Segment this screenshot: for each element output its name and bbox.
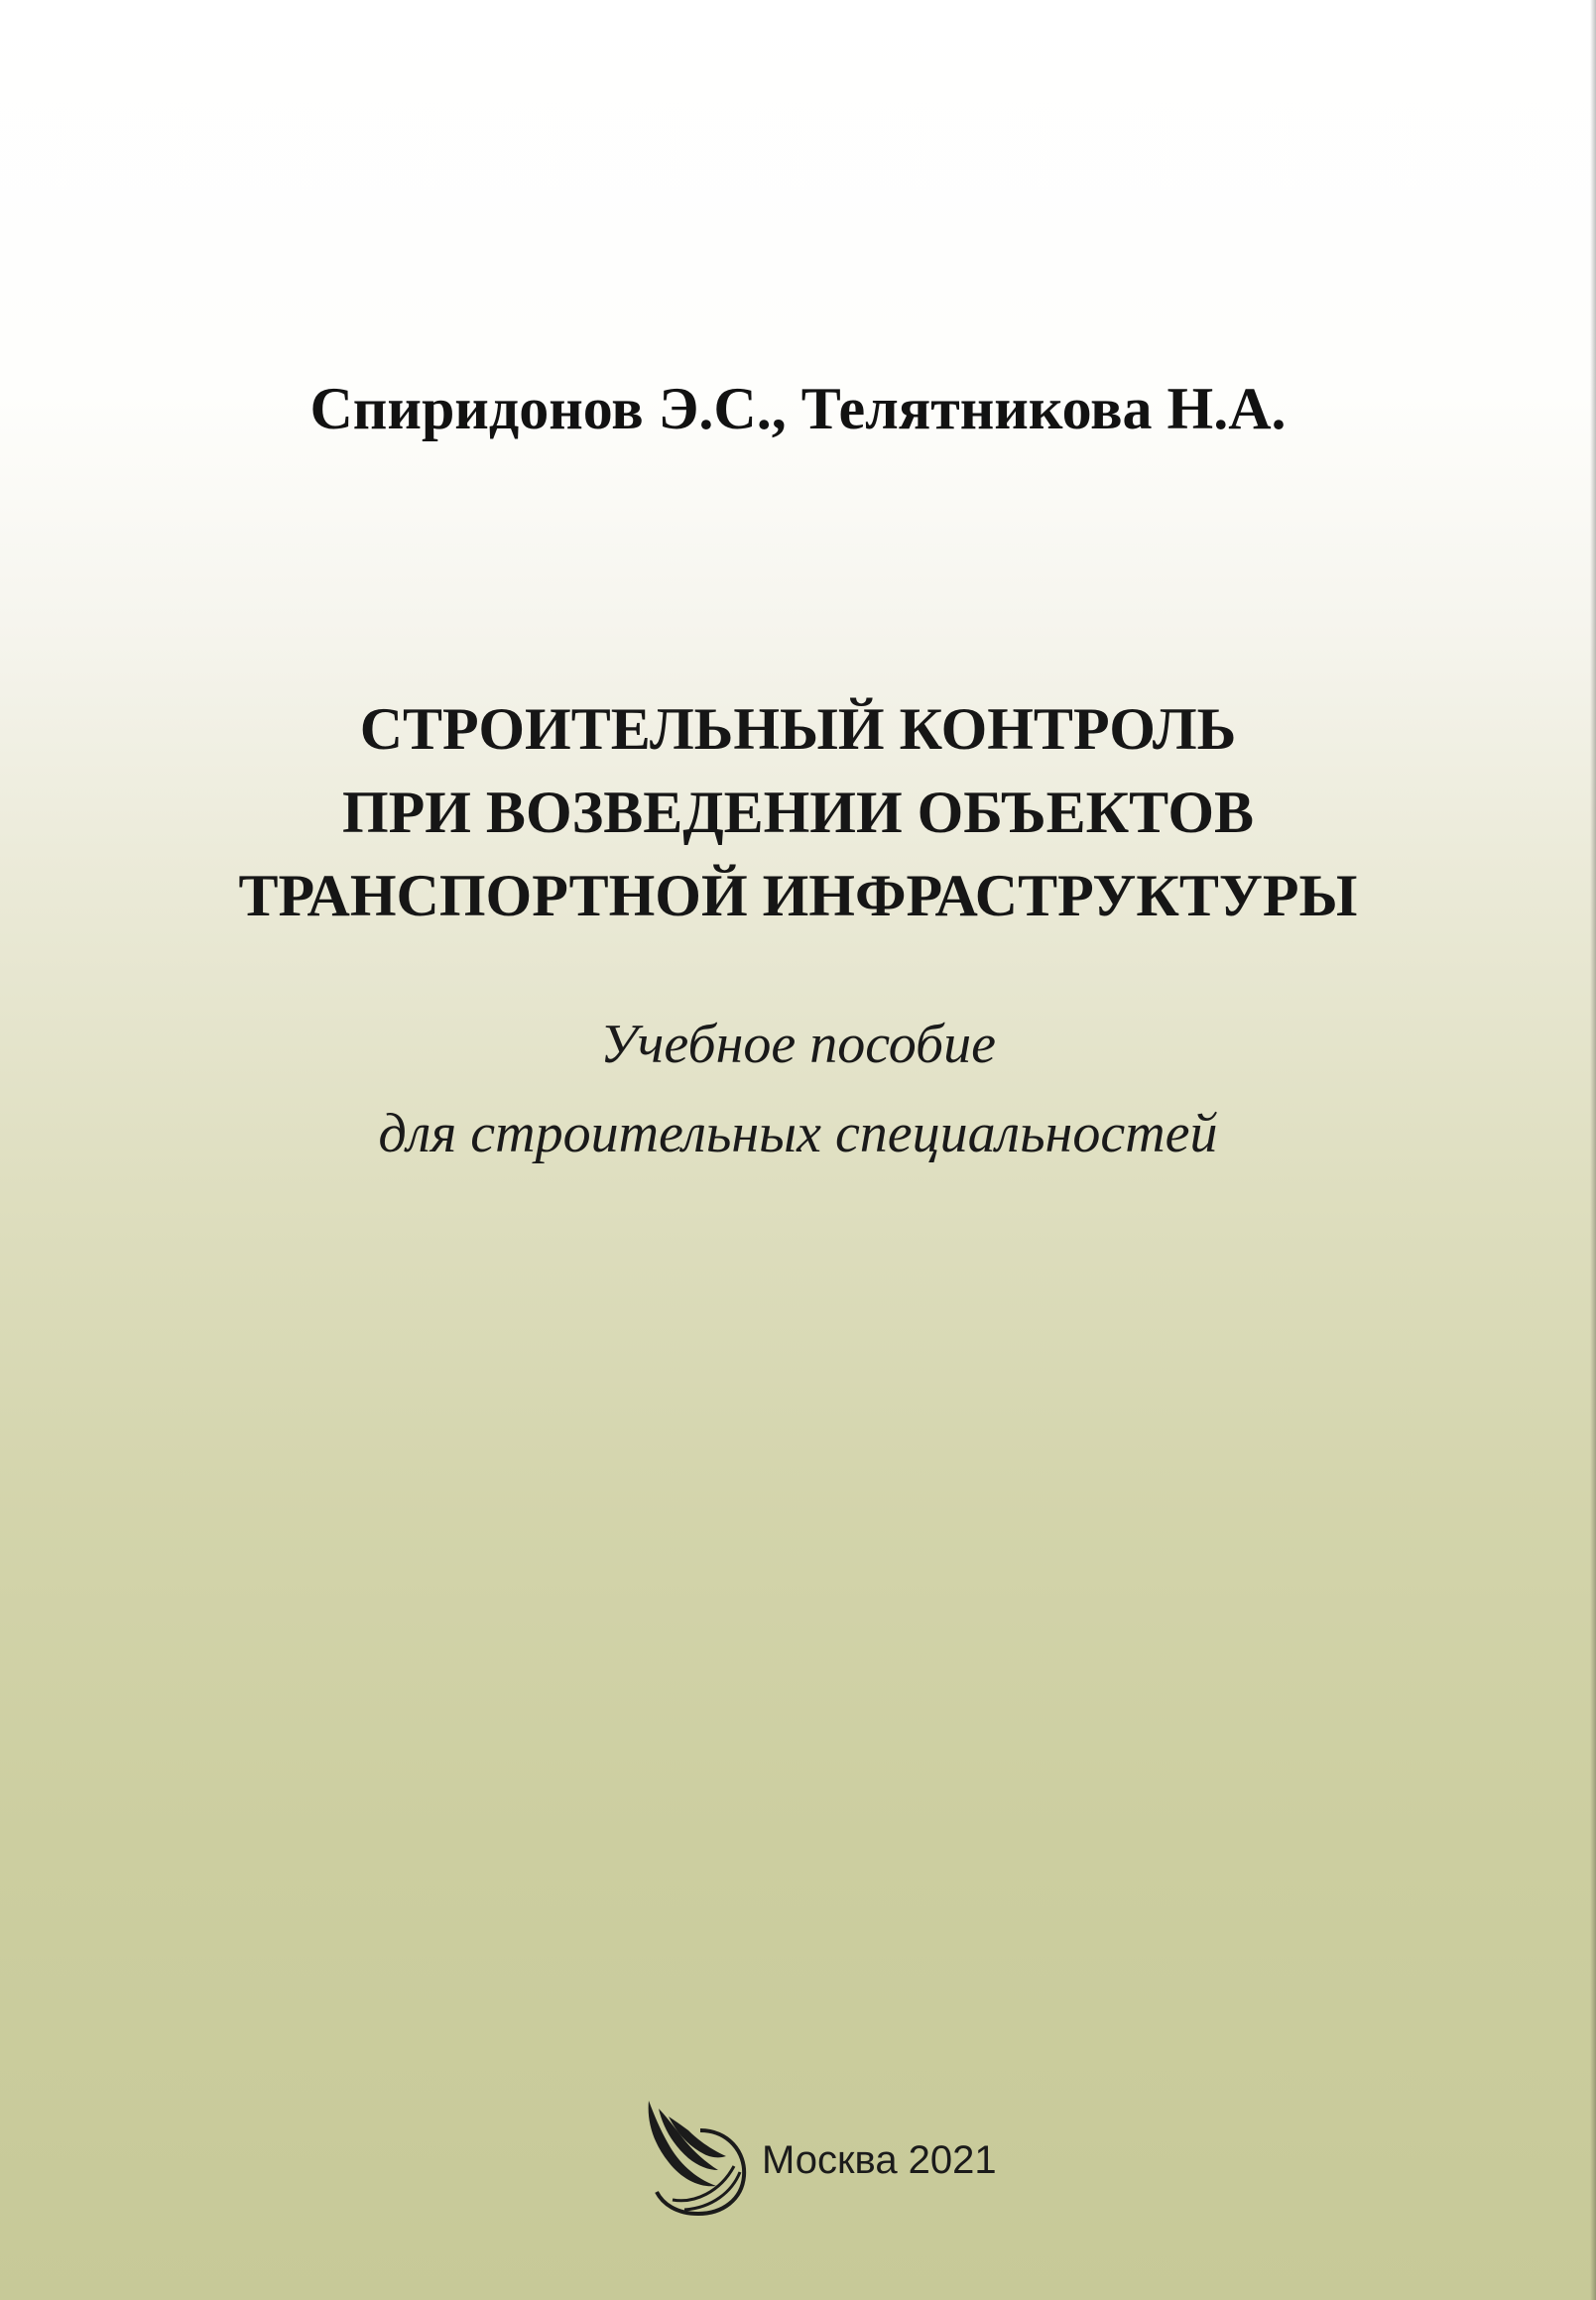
title-line-3: ТРАНСПОРТНОЙ ИНФРАСТРУКТУРЫ [238, 863, 1358, 928]
publisher-imprint [643, 2097, 997, 2216]
publisher-city-year: Москва 2021 [762, 2138, 997, 2182]
authors: Спиридонов Э.С., Телятникова Н.А. [309, 376, 1287, 441]
book-title [0, 687, 1596, 937]
book-subtitle [0, 1000, 1596, 1178]
subtitle-line-2: для строительных специальностей [378, 1103, 1218, 1164]
title-line-2: ПРИ ВОЗВЕДЕНИИ ОБЪЕКТОВ [341, 780, 1255, 845]
title-line-1: СТРОИТЕЛЬНЫЙ КОНТРОЛЬ [359, 696, 1237, 762]
swoosh-globe-logo-icon [643, 2097, 754, 2216]
subtitle-line-1: Учебное пособие [599, 1014, 997, 1075]
